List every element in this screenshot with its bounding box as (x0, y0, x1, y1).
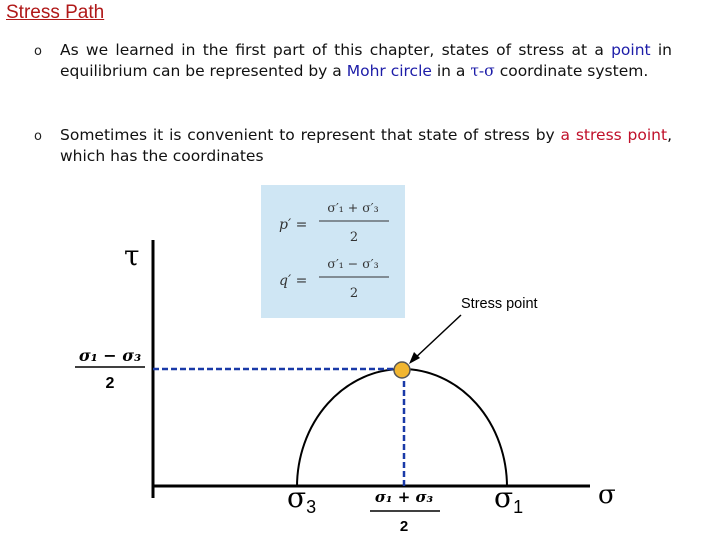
mohr-circle (297, 369, 507, 487)
q-prime-denominator: 2 (349, 286, 359, 301)
bullet-marker: o (34, 129, 42, 144)
x-fraction-denominator: 2 (399, 518, 409, 535)
q-prime-lhs: q′ = (279, 273, 308, 289)
text-segment: in a (431, 62, 471, 80)
stress-point-marker (394, 362, 410, 378)
x-fraction-numerator: σ₁ + σ₃ (374, 488, 434, 506)
stress-point-label: Stress point (461, 296, 538, 312)
highlight-mohr-circle: Mohr circle (346, 62, 432, 80)
bullet-marker: o (34, 44, 42, 59)
sigma3-subscript: 3 (306, 497, 317, 517)
text-segment: , which has the coordinates (60, 126, 673, 165)
highlight-tau-sigma: τ-σ (470, 62, 495, 80)
q-prime-numerator: σ′₁ − σ′₃ (327, 256, 379, 271)
sigma1-symbol: σ (494, 481, 514, 514)
sigma3-symbol: σ (287, 481, 307, 514)
p-prime-lhs: p′ = (279, 217, 308, 233)
arrow-head (409, 352, 420, 364)
text-segment: in equilibrium can be represented by a (60, 41, 672, 80)
stress-point-arrow (413, 315, 461, 360)
text-segment: Sometimes it is convenient to represent that state of stress by (60, 126, 561, 144)
highlight-point: point (611, 41, 651, 59)
tau-axis-label: τ (124, 239, 140, 272)
p-prime-numerator: σ′₁ + σ′₃ (327, 200, 379, 215)
page-title: Stress Path (6, 2, 105, 23)
highlight-stress-point: a stress point (560, 126, 668, 144)
sigma1-subscript: 1 (513, 497, 524, 517)
p-prime-denominator: 2 (349, 230, 359, 245)
text-segment: As we learned in the first part of this chapter, states of stress at a (60, 41, 612, 59)
text-segment: coordinate system. (494, 62, 649, 80)
y-fraction-numerator: σ₁ − σ₃ (78, 346, 142, 365)
sigma-axis-label: σ (598, 480, 616, 510)
y-fraction-denominator: 2 (105, 375, 115, 392)
